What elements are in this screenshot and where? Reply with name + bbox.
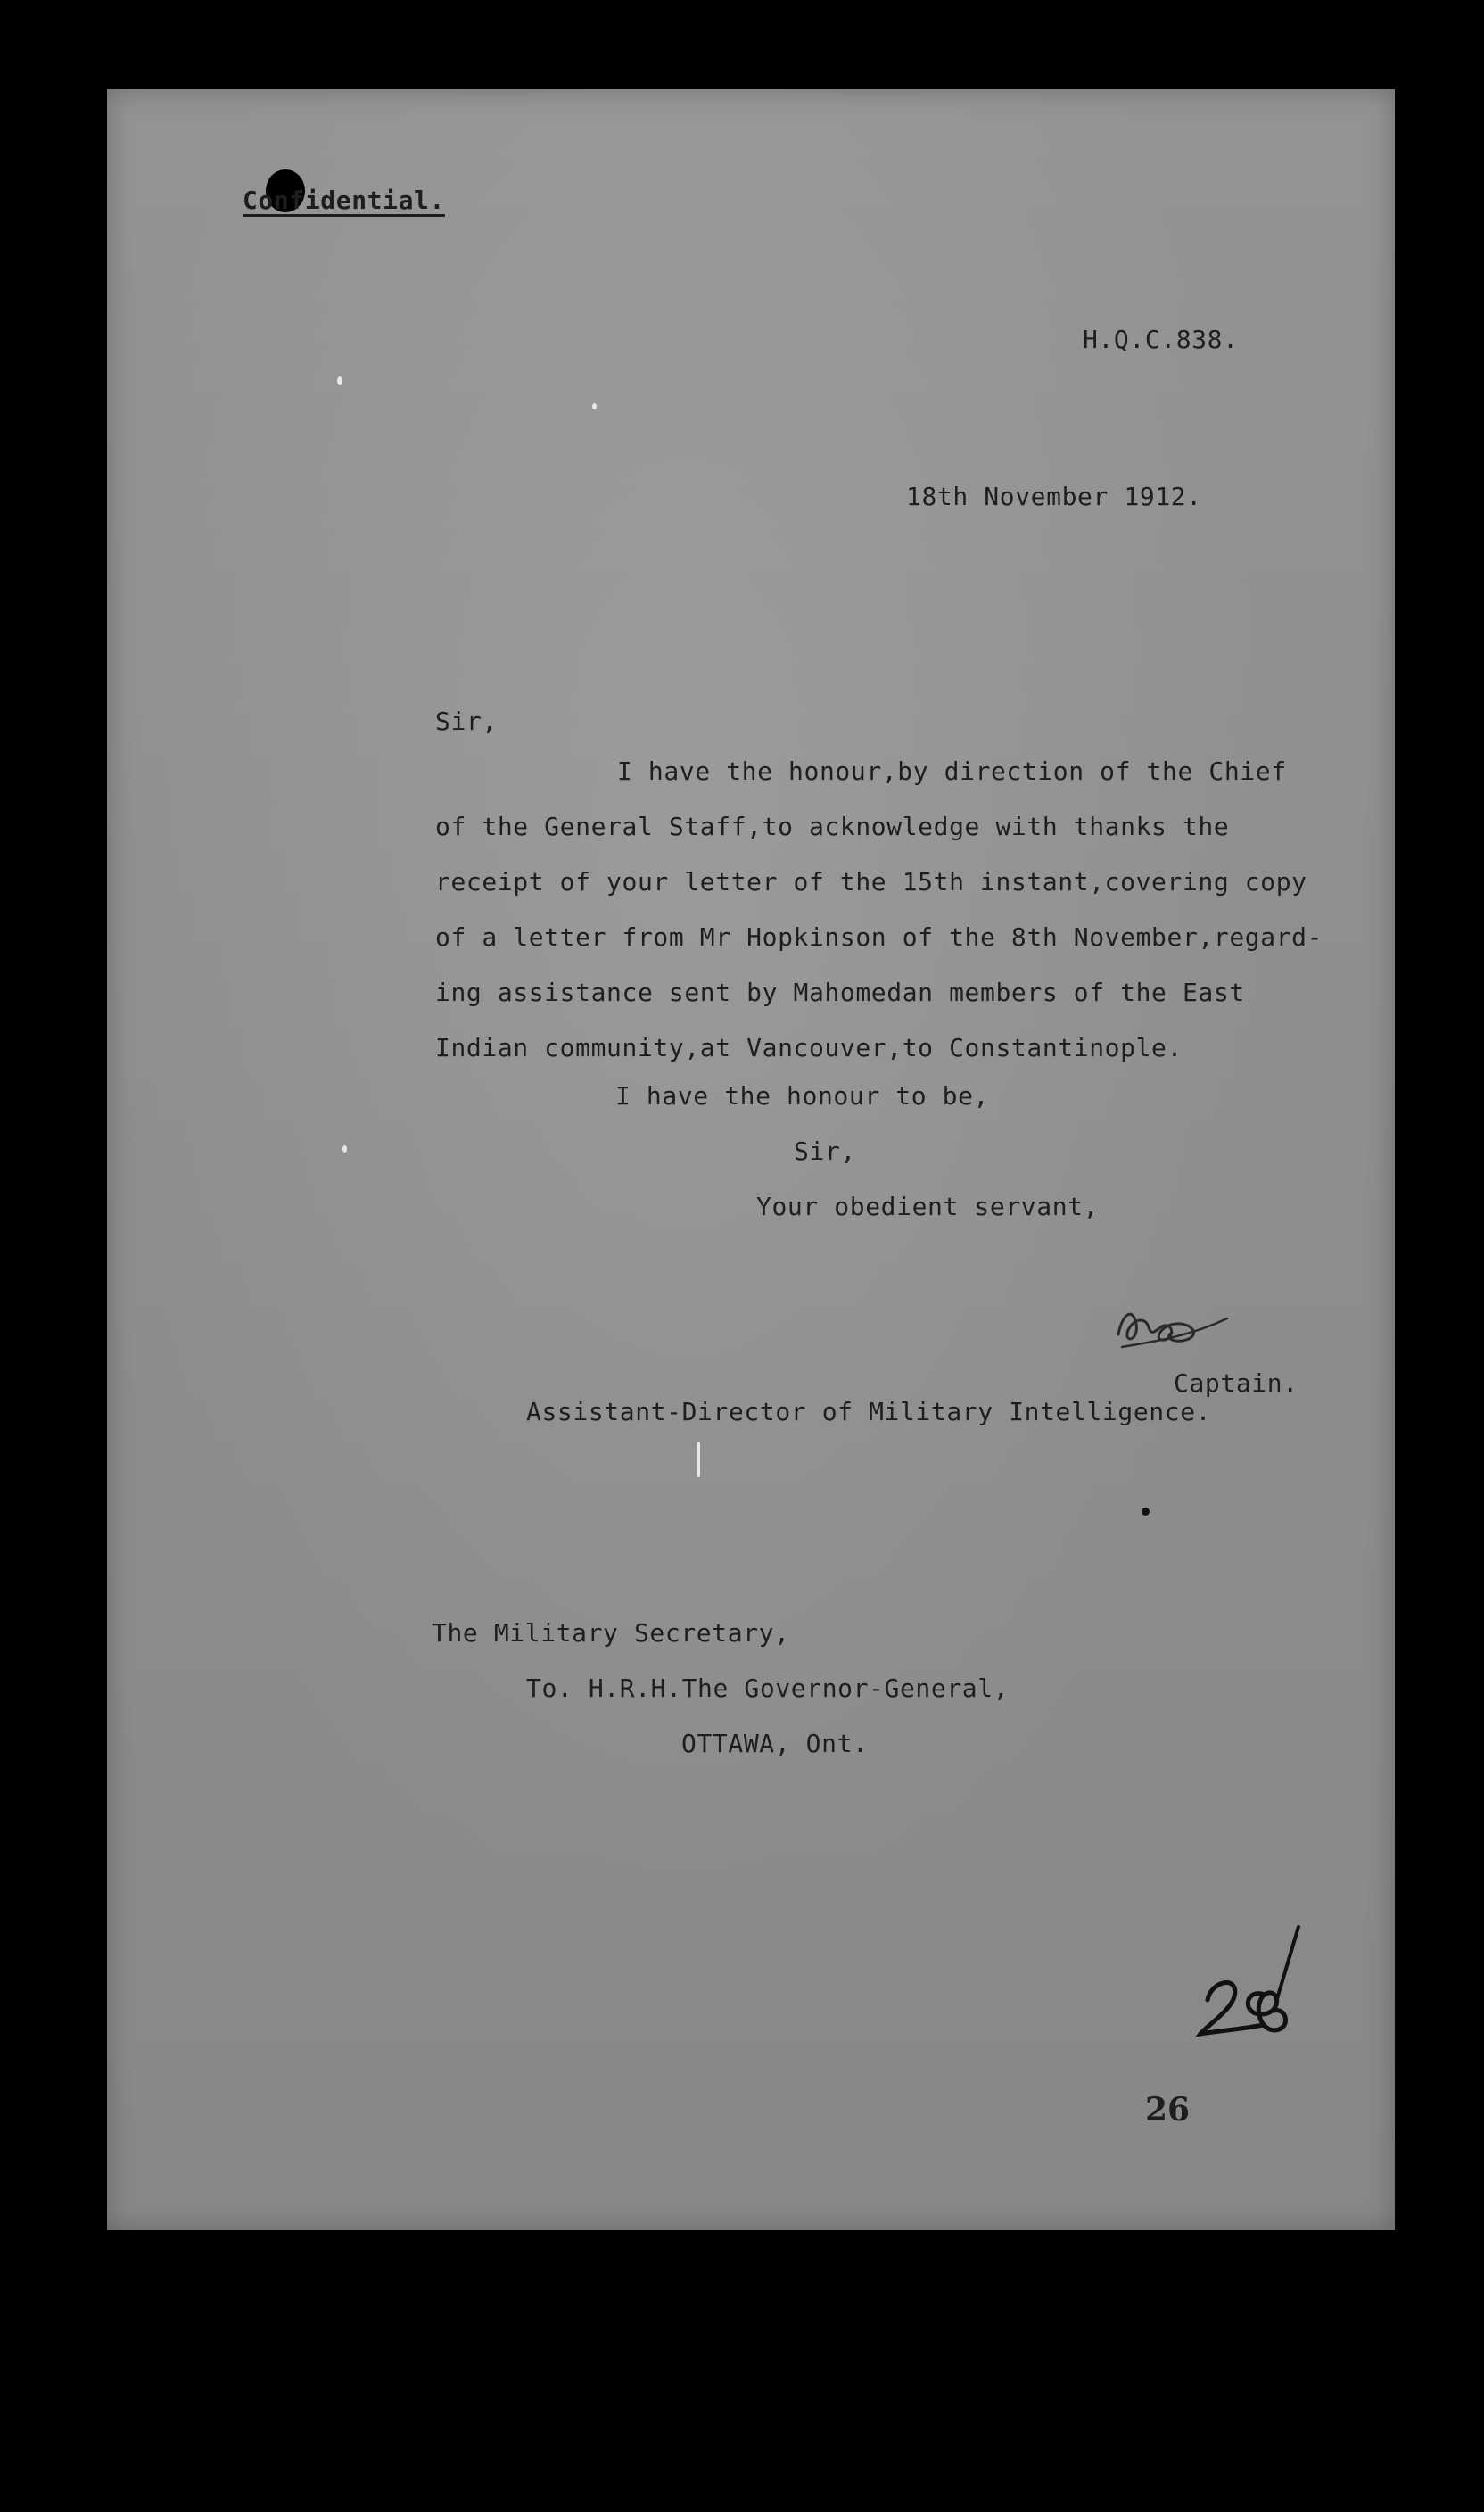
body-line-3: receipt of your letter of the 15th instant,covering copy [435, 867, 1307, 897]
handwritten-folio-mark [1188, 1918, 1313, 2052]
reference-number: H.Q.C.838. [1083, 325, 1239, 354]
paper-speck [592, 403, 597, 409]
body-line-4: of a letter from Mr Hopkinson of the 8th November,regard- [435, 922, 1323, 952]
closing-line-3: Your obedient servant, [756, 1192, 1100, 1221]
paper-scratch [697, 1442, 700, 1477]
signature-title: Assistant-Director of Military Intelligence. [526, 1397, 1212, 1426]
handwritten-initials-signature [1109, 1288, 1234, 1359]
ink-dot [1142, 1508, 1150, 1516]
closing-line-1: I have the honour to be, [615, 1081, 989, 1111]
body-line-1: I have the honour,by direction of the Chief [617, 756, 1287, 786]
page-number: 26 [1145, 2091, 1191, 2128]
document-page [107, 89, 1395, 2230]
body-line-2: of the General Staff,to acknowledge with thanks the [435, 812, 1230, 841]
paper-speck [337, 376, 342, 385]
salutation: Sir, [435, 706, 498, 736]
recipient-line-2: To. H.R.H.The Governor-General, [526, 1673, 1010, 1703]
body-line-5: ing assistance sent by Mahomedan members of the East [435, 978, 1245, 1007]
paper-speck [342, 1145, 347, 1153]
body-line-6: Indian community,at Vancouver,to Constantinople. [435, 1033, 1183, 1062]
recipient-line-3: OTTAWA, Ont. [681, 1729, 869, 1758]
signature-rank: Captain. [1174, 1368, 1298, 1398]
closing-line-2: Sir, [794, 1136, 856, 1166]
recipient-line-1: The Military Secretary, [432, 1618, 790, 1648]
letter-date: 18th November 1912. [906, 482, 1202, 511]
confidential-heading: Confidential. [243, 186, 445, 215]
